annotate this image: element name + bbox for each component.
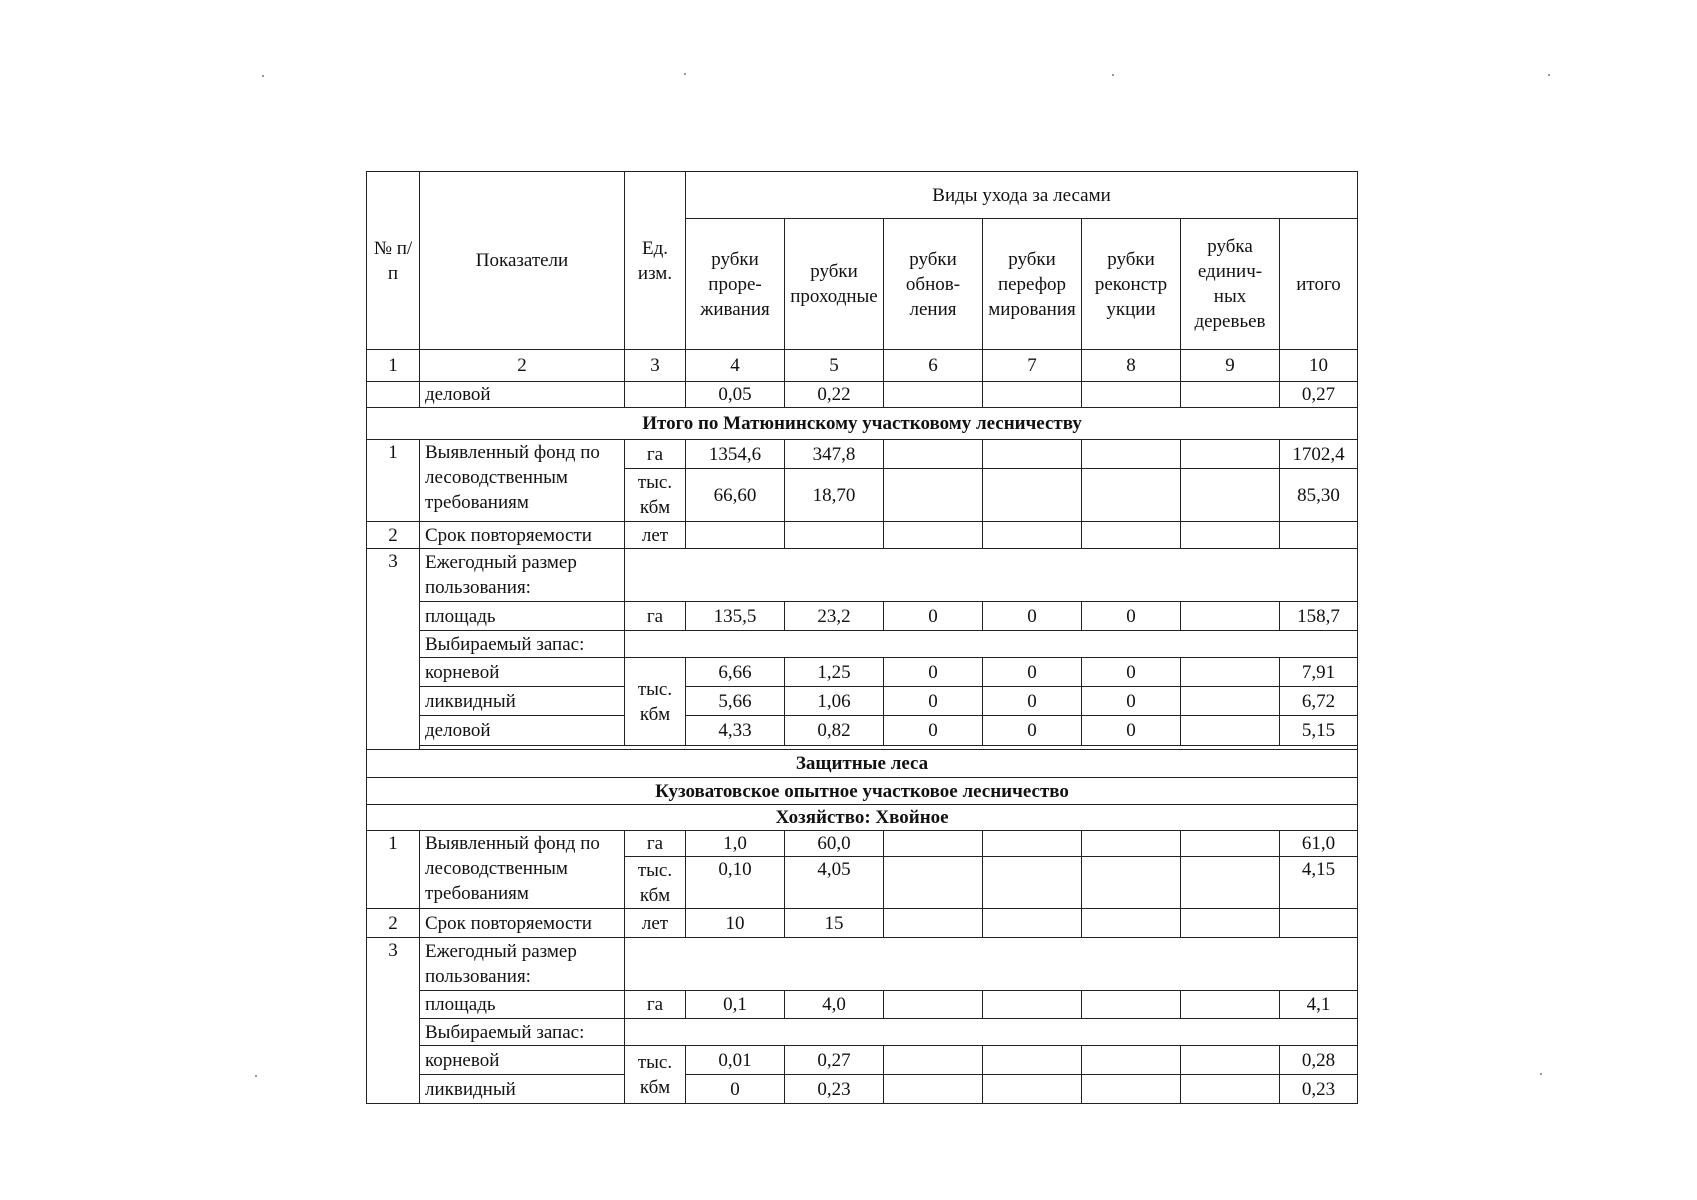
cell-value [1280,522,1358,549]
section-heading: Итого по Матюнинскому участковому лесничеству [367,408,1358,440]
row-label: деловой [420,716,625,746]
cell-value [1181,1075,1280,1104]
header-number-row [367,350,1358,382]
cell-value: 0,28 [1280,1046,1358,1075]
header-col-thinning: рубки проре-живания [686,219,785,350]
header-col-total: итого [1280,219,1358,350]
section-heading: Хозяйство: Хвойное [367,805,1358,831]
cell-value [884,469,983,522]
row-unit: тыс. кбм [625,1046,686,1104]
row-label: площадь [420,602,625,631]
table-row [367,1019,1358,1046]
cell-value: 158,7 [1280,602,1358,631]
cell-value: 6,72 [1280,687,1358,716]
row-unit: тыс. кбм [625,658,686,746]
row-label: Срок повторяемости [420,909,625,938]
cell-value: 0 [983,716,1082,746]
cell-value [983,1075,1082,1104]
row-label: корневой [420,1046,625,1075]
cell-value: 0,23 [785,1075,884,1104]
col-number: 10 [1280,350,1358,382]
table-row [367,687,1358,716]
header-indicator: Показатели [420,172,625,350]
cell-value: 0,23 [1280,1075,1358,1104]
header-col-passage: рубки проходные [785,219,884,350]
cell-value [884,1046,983,1075]
cell-value [1181,602,1280,631]
header-col-single-trees: рубка единич-ных деревьев [1181,219,1280,350]
col-number: 8 [1082,350,1181,382]
cell-value [983,831,1082,857]
col-number: 1 [367,350,420,382]
header-col-reformation: рубки перефор мирования [983,219,1082,350]
document-page [366,171,1357,1104]
table-row [367,1046,1358,1075]
cell-value: 0 [884,658,983,687]
header-no: № п/п [367,172,420,350]
cell-value: 0 [983,602,1082,631]
cell-value: 4,33 [686,716,785,746]
cell-value: 0 [983,687,1082,716]
cell-value: 4,1 [1280,991,1358,1019]
row-unit: лет [625,909,686,938]
cell-value [1082,991,1181,1019]
cell-value: 0,01 [686,1046,785,1075]
cell-value: 0 [1082,687,1181,716]
cell-value: 23,2 [785,602,884,631]
cell-value [1181,857,1280,909]
cell-value [1082,1046,1181,1075]
cell-value: 0,1 [686,991,785,1019]
col-number: 4 [686,350,785,382]
cell-value: 0 [884,602,983,631]
cell-value [983,440,1082,469]
header-unit: Ед. изм. [625,172,686,350]
row-label: ликвидный [420,687,625,716]
cell-value [983,1046,1082,1075]
table-row [367,631,1358,658]
cell-value [884,831,983,857]
cell-value [785,522,884,549]
row-unit: лет [625,522,686,549]
cell-value: 0,27 [785,1046,884,1075]
scan-speck [255,1075,257,1077]
cell-value [1181,1046,1280,1075]
cell-value: 18,70 [785,469,884,522]
cell-value: 1702,4 [1280,440,1358,469]
table-row [367,938,1358,991]
cell-value [884,1075,983,1104]
cell-value [1181,687,1280,716]
header-col-reconstruction: рубки реконстр укции [1082,219,1181,350]
cell-value: 1354,6 [686,440,785,469]
row-unit: га [625,440,686,469]
cell-value: 60,0 [785,831,884,857]
cell-value [1181,831,1280,857]
row-unit: га [625,831,686,857]
cell-value [1181,716,1280,746]
table-row [367,909,1358,938]
cell-value: 0,27 [1280,382,1358,408]
col-number: 7 [983,350,1082,382]
cell-value [983,857,1082,909]
cell-value [1280,909,1358,938]
cell-value [884,991,983,1019]
cell-value: 85,30 [1280,469,1358,522]
cell-value: 15 [785,909,884,938]
row-label: площадь [420,991,625,1019]
cell-value: 1,0 [686,831,785,857]
scan-speck [1540,1073,1542,1075]
cell-value [983,469,1082,522]
row-label: Ежегодный размер пользования: [420,938,625,991]
cell-value: 0 [884,716,983,746]
cell-value: 5,66 [686,687,785,716]
cell-value: 10 [686,909,785,938]
cell-value [884,909,983,938]
header-col-renewal: рубки обнов-ления [884,219,983,350]
table-row [367,831,1358,857]
col-number: 2 [420,350,625,382]
row-unit: га [625,602,686,631]
cell-value: 61,0 [1280,831,1358,857]
col-number: 9 [1181,350,1280,382]
scan-speck [1112,74,1114,76]
cell-value: 0,82 [785,716,884,746]
row-label: Срок повторяемости [420,522,625,549]
forest-care-table [366,171,1358,1104]
row-label: Выявленный фонд по лесоводственным требованиям [420,831,625,909]
row-label: корневой [420,658,625,687]
cell-value [983,522,1082,549]
cell-value [1181,382,1280,408]
row-label: Выбираемый запас: [420,1019,625,1046]
cell-value [1181,658,1280,687]
cell-value: 4,0 [785,991,884,1019]
table-row [367,602,1358,631]
table-row [367,522,1358,549]
row-number: 1 [367,831,420,909]
row-label: Ежегодный размер пользования: [420,549,625,602]
cell-value: 0,22 [785,382,884,408]
row-number: 3 [367,938,420,1104]
table-row [367,716,1358,746]
cell-value [1181,522,1280,549]
table-row [367,658,1358,687]
cell-value: 0,05 [686,382,785,408]
cell-value [1181,909,1280,938]
table-row [367,991,1358,1019]
section-heading: Кузоватовское опытное участковое лесничество [367,778,1358,805]
row-number: 1 [367,440,420,522]
cell-value: 135,5 [686,602,785,631]
cell-value: 0 [1082,716,1181,746]
col-number: 5 [785,350,884,382]
cell-value: 0 [686,1075,785,1104]
row-label: Выбираемый запас: [420,631,625,658]
col-number: 6 [884,350,983,382]
cell-value [983,382,1082,408]
cell-value [1082,857,1181,909]
scan-speck [262,75,264,77]
cell-value: 66,60 [686,469,785,522]
cell-value: 0 [983,658,1082,687]
cell-value: 347,8 [785,440,884,469]
table-row [367,1075,1358,1104]
cell-value: 6,66 [686,658,785,687]
cell-value [1181,991,1280,1019]
cell-value [884,440,983,469]
scan-speck [1548,74,1550,76]
row-unit: тыс. кбм [625,857,686,909]
cell-value [884,522,983,549]
cell-value [1082,382,1181,408]
cell-value: 0 [1082,658,1181,687]
row-label: Выявленный фонд по лесоводственным требованиям [420,440,625,522]
row-number: 2 [367,909,420,938]
table-row [367,549,1358,602]
cell-value [1082,909,1181,938]
cell-value [983,991,1082,1019]
cell-value: 0 [1082,602,1181,631]
cell-value [983,909,1082,938]
row-label: деловой [420,382,625,408]
cell-value [1082,831,1181,857]
scan-speck [684,73,686,75]
table-row [367,382,1358,408]
section-heading: Защитные леса [367,750,1358,778]
cell-value [1181,469,1280,522]
cell-value: 4,05 [785,857,884,909]
cell-value [686,522,785,549]
table-row [367,440,1358,469]
cell-value [1082,440,1181,469]
cell-value [1082,1075,1181,1104]
cell-value [1082,522,1181,549]
cell-value: 1,25 [785,658,884,687]
row-number: 3 [367,549,420,750]
cell-value [1082,469,1181,522]
cell-value: 1,06 [785,687,884,716]
cell-value: 0,10 [686,857,785,909]
cell-value: 4,15 [1280,857,1358,909]
cell-value [1181,440,1280,469]
row-unit: тыс. кбм [625,469,686,522]
cell-value: 7,91 [1280,658,1358,687]
cell-value: 0 [884,687,983,716]
cell-value [884,857,983,909]
col-number: 3 [625,350,686,382]
header-group-title: Виды ухода за лесами [686,172,1358,219]
cell-value: 5,15 [1280,716,1358,746]
row-number: 2 [367,522,420,549]
row-unit: га [625,991,686,1019]
row-label: ликвидный [420,1075,625,1104]
cell-value [884,382,983,408]
